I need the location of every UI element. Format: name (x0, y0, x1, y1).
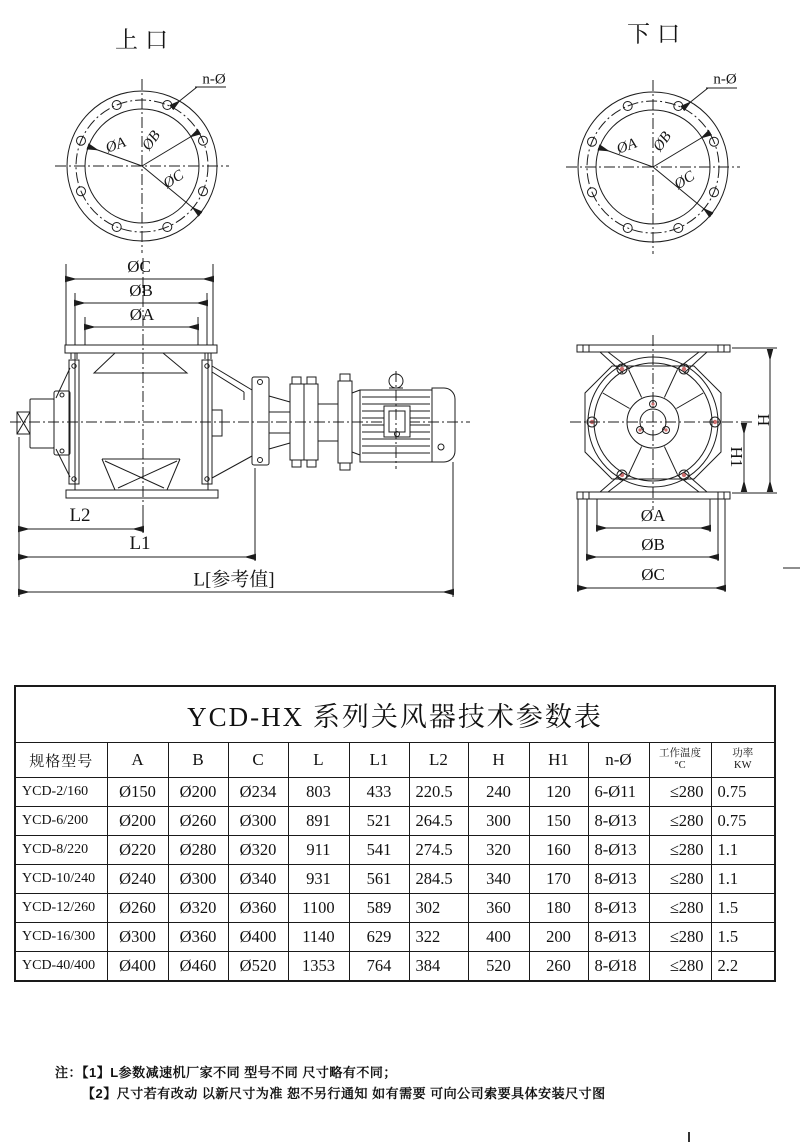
footnote-line-1 (55, 1062, 606, 1083)
table-cell: 433 (349, 778, 409, 807)
table-cell: YCD-6/200 (15, 807, 107, 836)
side-dim-b: ØB (129, 281, 153, 300)
col-header-l1: L1 (349, 743, 409, 778)
col-header-h1: H1 (529, 743, 588, 778)
footnote-1: 【1】L参数减速机厂家不同 型号不同 尺寸略有不同； (82, 1065, 397, 1080)
table-cell: Ø360 (228, 894, 288, 923)
table-cell: Ø200 (107, 807, 168, 836)
side-dim-l: L[参考值] (193, 569, 275, 591)
table-cell: YCD-16/300 (15, 923, 107, 952)
table-cell: 931 (288, 865, 349, 894)
table-cell: 589 (349, 894, 409, 923)
table-cell: Ø200 (168, 778, 228, 807)
side-dim-a: ØA (129, 305, 155, 324)
table-cell: Ø220 (107, 836, 168, 865)
end-dim-c: ØC (641, 565, 665, 584)
flange-top-dim-b: ØB (139, 127, 164, 154)
table-cell: 1100 (288, 894, 349, 923)
flange-bottom-dim-b: ØB (650, 128, 675, 155)
table-row (15, 952, 775, 982)
table-cell: ≤280 (649, 952, 711, 982)
table-cell: ≤280 (649, 865, 711, 894)
table-cell: 1.1 (711, 836, 775, 865)
col-header-temp-top: 工作温度 (659, 747, 701, 759)
table-cell: 8-Ø13 (588, 923, 649, 952)
col-header-power-unit: KW (734, 760, 752, 771)
table-cell: 170 (529, 865, 588, 894)
table-cell: 160 (529, 836, 588, 865)
col-header-power-top: 功率 (732, 747, 754, 759)
table-cell: 911 (288, 836, 349, 865)
side-dim-l1: L1 (129, 533, 151, 554)
table-cell: 520 (468, 952, 529, 982)
table-cell: 764 (349, 952, 409, 982)
table-row (15, 923, 775, 952)
footnote-line-2 (55, 1083, 606, 1104)
table-cell: 8-Ø13 (588, 836, 649, 865)
flange-bottom-dim-c: ØC (671, 168, 698, 193)
table-cell: 220.5 (409, 778, 468, 807)
table-cell: 150 (529, 807, 588, 836)
flange-top-title: 上口 (115, 27, 175, 53)
table-cell: 8-Ø13 (588, 894, 649, 923)
col-header-a: A (107, 743, 168, 778)
table-cell: 260 (529, 952, 588, 982)
table-row (15, 807, 775, 836)
flange-bottom-bolt-label: n-Ø (713, 71, 737, 88)
end-dim-h1: H1 (727, 446, 746, 468)
table-cell: 561 (349, 865, 409, 894)
table-cell: 8-Ø13 (588, 865, 649, 894)
side-dim-l2: L2 (69, 505, 91, 526)
flange-bottom-drawing (566, 80, 740, 254)
footnote-2: 【2】尺寸若有改动 以新尺寸为准 恕不另行通知 如有需要 可向公司索要具体安装尺寸图 (82, 1086, 606, 1101)
col-header-b: B (168, 743, 228, 778)
table-row (15, 778, 775, 807)
end-dim-h: H (754, 413, 773, 427)
col-header-l: L (288, 743, 349, 778)
spec-table (14, 685, 776, 982)
side-view-drawing (10, 258, 470, 597)
col-header-c: C (228, 743, 288, 778)
table-cell: 384 (409, 952, 468, 982)
table-title: YCD-HX 系列关风器技术参数表 (15, 686, 775, 743)
table-cell: 6-Ø11 (588, 778, 649, 807)
table-cell: 120 (529, 778, 588, 807)
col-header-h: H (468, 743, 529, 778)
table-cell: 8-Ø18 (588, 952, 649, 982)
table-cell: Ø340 (228, 865, 288, 894)
footnote-prefix: 注： (55, 1065, 83, 1080)
table-cell: 0.75 (711, 778, 775, 807)
table-cell: Ø320 (228, 836, 288, 865)
col-header-bolts: n-Ø (588, 743, 649, 778)
table-cell: 302 (409, 894, 468, 923)
table-cell: 322 (409, 923, 468, 952)
table-row (15, 836, 775, 865)
flange-bottom-dim-a: ØA (614, 135, 639, 158)
table-row (15, 894, 775, 923)
table-cell: 320 (468, 836, 529, 865)
table-cell: Ø300 (168, 865, 228, 894)
table-cell: Ø260 (107, 894, 168, 923)
table-cell: 284.5 (409, 865, 468, 894)
table-cell: 8-Ø13 (588, 807, 649, 836)
table-cell: 2.2 (711, 952, 775, 982)
table-cell: 1.1 (711, 865, 775, 894)
flange-top-dim-a: ØA (103, 134, 128, 157)
table-cell: 400 (468, 923, 529, 952)
table-cell: Ø360 (168, 923, 228, 952)
col-header-temp (649, 743, 711, 778)
table-cell: Ø520 (228, 952, 288, 982)
footnotes (55, 1062, 606, 1104)
table-cell: 300 (468, 807, 529, 836)
table-cell: Ø234 (228, 778, 288, 807)
table-cell: 629 (349, 923, 409, 952)
table-cell: 1.5 (711, 894, 775, 923)
table-cell: Ø280 (168, 836, 228, 865)
flange-bottom-title: 下口 (627, 21, 687, 47)
table-cell: 340 (468, 865, 529, 894)
table-header-row (15, 743, 775, 778)
table-cell: 541 (349, 836, 409, 865)
table-cell: ≤280 (649, 778, 711, 807)
table-cell: YCD-10/240 (15, 865, 107, 894)
table-cell: 1353 (288, 952, 349, 982)
table-cell: 0.75 (711, 807, 775, 836)
table-cell: 264.5 (409, 807, 468, 836)
table-cell: Ø240 (107, 865, 168, 894)
flange-top-bolt-label: n-Ø (202, 71, 226, 88)
table-cell: Ø260 (168, 807, 228, 836)
table-cell: Ø400 (228, 923, 288, 952)
flange-top-drawing (55, 79, 229, 253)
table-cell: Ø300 (228, 807, 288, 836)
col-header-power (711, 743, 775, 778)
col-header-temp-unit: °C (674, 760, 686, 771)
table-cell: ≤280 (649, 807, 711, 836)
table-cell: YCD-2/160 (15, 778, 107, 807)
table-cell: 200 (529, 923, 588, 952)
table-cell: Ø460 (168, 952, 228, 982)
spec-table-body (15, 778, 775, 982)
table-cell: YCD-8/220 (15, 836, 107, 865)
col-header-model: 规格型号 (15, 743, 107, 778)
col-header-l2: L2 (409, 743, 468, 778)
table-cell: 891 (288, 807, 349, 836)
table-cell: 521 (349, 807, 409, 836)
table-cell: ≤280 (649, 923, 711, 952)
scan-artifact-tick (688, 1132, 690, 1142)
end-dim-a: ØA (640, 506, 666, 525)
table-title-row (15, 686, 775, 743)
flange-top-dim-c: ØC (160, 167, 187, 192)
table-cell: 240 (468, 778, 529, 807)
table-cell: Ø300 (107, 923, 168, 952)
side-dim-c: ØC (127, 257, 151, 276)
table-cell: Ø400 (107, 952, 168, 982)
table-cell: 1140 (288, 923, 349, 952)
table-cell: 360 (468, 894, 529, 923)
table-cell: YCD-40/400 (15, 952, 107, 982)
table-cell: 180 (529, 894, 588, 923)
table-cell: 1.5 (711, 923, 775, 952)
end-dim-b: ØB (641, 535, 665, 554)
table-cell: YCD-12/260 (15, 894, 107, 923)
table-row (15, 865, 775, 894)
table-cell: Ø320 (168, 894, 228, 923)
table-cell: 274.5 (409, 836, 468, 865)
table-cell: Ø150 (107, 778, 168, 807)
table-cell: ≤280 (649, 894, 711, 923)
table-cell: 803 (288, 778, 349, 807)
table-cell: ≤280 (649, 836, 711, 865)
